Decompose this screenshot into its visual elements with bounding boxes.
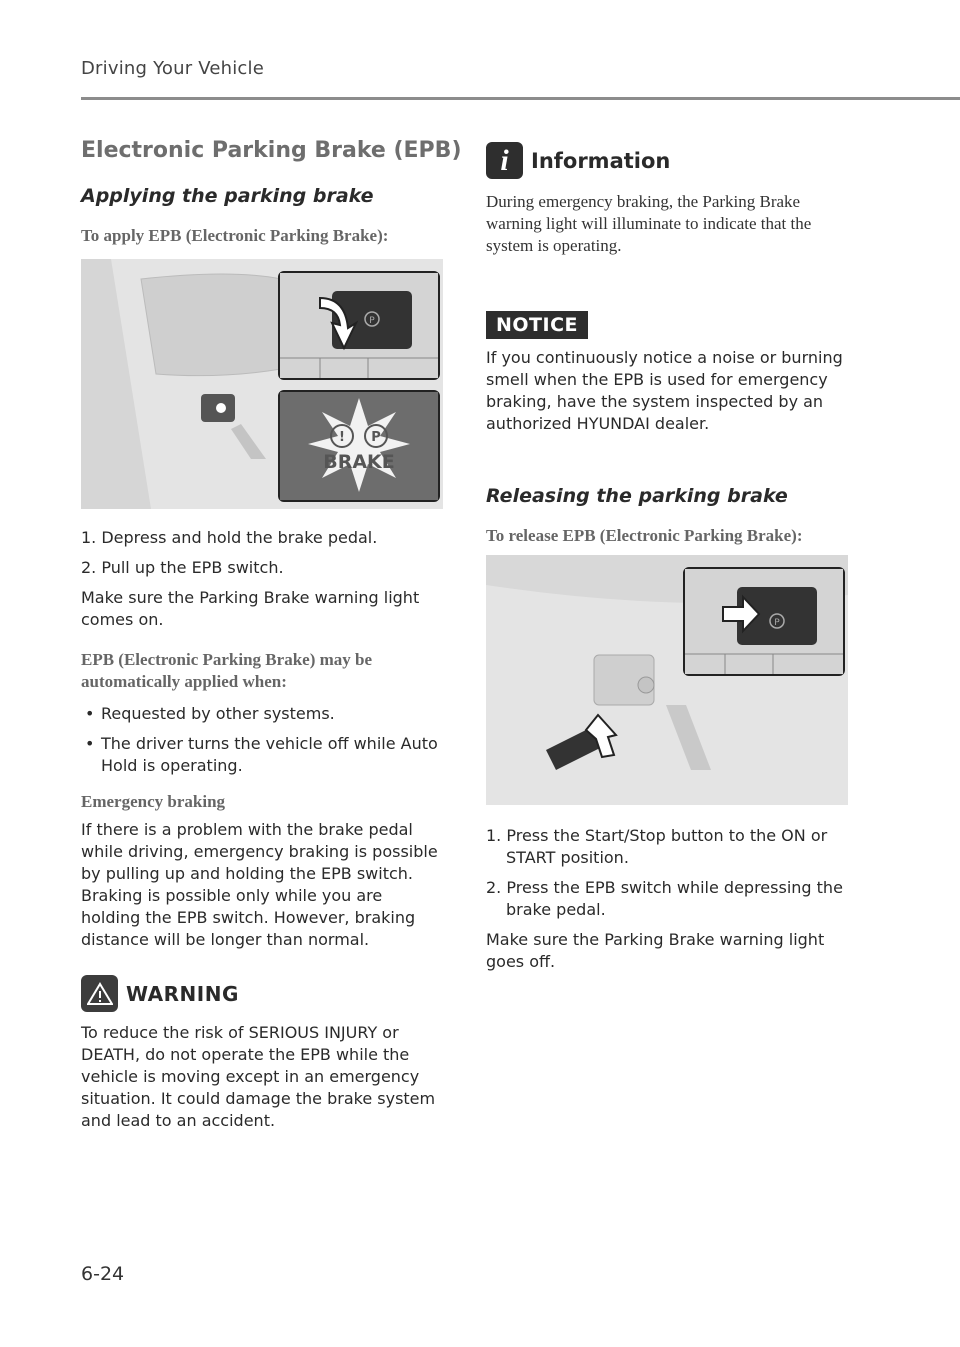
apply-step-2: 2. Pull up the EPB switch.: [81, 558, 284, 577]
release-steps: [486, 825, 851, 921]
information-header: [486, 142, 851, 179]
release-step-1: 1. Press the Start/Stop button to the ON or START position.: [486, 826, 828, 867]
epb-apply-illustration: [81, 259, 443, 509]
auto-apply-heading: EPB (Electronic Parking Brake) may be automatically applied when:: [81, 650, 373, 691]
inset-p-symbol-2: P: [774, 618, 780, 628]
page-number: 6-24: [81, 1263, 125, 1285]
auto-bullet-2: • The driver turns the vehicle off while Auto Hold is operating.: [81, 733, 441, 777]
release-heading: Releasing the parking brake: [486, 485, 788, 507]
emergency-heading: Emergency braking: [81, 792, 226, 811]
header-rule: [81, 97, 960, 100]
apply-steps: [81, 527, 441, 579]
inset-p-symbol: P: [369, 316, 375, 326]
emergency-text: If there is a problem with the brake pedal while driving, emergency braking is possible by pulling up and holding the EPB switch. Braking is possible only while you are holding the EPB switch. However, braking distance will be longer than normal.: [81, 820, 438, 949]
information-text: During emergency braking, the Parking Brake warning light will illuminate to indicate that the system is operating.: [486, 192, 812, 255]
brake-warning-light-icon: [280, 392, 438, 500]
epb-release-illustration: [486, 555, 848, 805]
auto-bullet-1: • Requested by other systems.: [81, 703, 441, 725]
warning-light-inset: [278, 390, 440, 502]
epb-switch-inset: [278, 271, 440, 380]
information-title: Information: [531, 148, 671, 173]
notice-text: If you continuously notice a noise or burning smell when the EPB is used for emergency braking, have the system inspected by an authorized HYUNDAI dealer.: [486, 348, 843, 433]
apply-intro: To apply EPB (Electronic Parking Brake):: [81, 226, 389, 245]
apply-step-1: 1. Depress and hold the brake pedal.: [81, 528, 378, 547]
press-switch-icon: [685, 569, 843, 674]
release-confirm: Make sure the Parking Brake warning light goes off.: [486, 930, 825, 971]
excl-symbol: !: [339, 430, 345, 445]
p-symbol: P: [371, 430, 381, 445]
pull-switch-icon: [280, 273, 438, 378]
information-icon: i: [486, 142, 523, 179]
release-intro: To release EPB (Electronic Parking Brake):: [486, 526, 803, 545]
section-title: Electronic Parking Brake (EPB): [81, 138, 462, 163]
warning-text: To reduce the risk of SERIOUS INJURY or DEATH, do not operate the EPB while the vehicle is moving except in an emergency situation. It could damage the brake system and lead to an accident.: [81, 1023, 436, 1130]
warning-header: [81, 975, 441, 1012]
apply-confirm: Make sure the Parking Brake warning light comes on.: [81, 588, 420, 629]
right-column: [486, 138, 851, 981]
auto-apply-list: [81, 703, 441, 777]
brake-word: BRAKE: [323, 451, 395, 473]
warning-title: WARNING: [126, 981, 239, 1006]
warning-triangle-icon: [81, 975, 118, 1012]
running-header: Driving Your Vehicle: [81, 58, 264, 79]
left-column: [81, 138, 462, 1140]
notice-badge: NOTICE: [486, 311, 588, 339]
epb-press-switch-inset: [683, 567, 845, 676]
release-step-2: 2. Press the EPB switch while depressing the brake pedal.: [486, 878, 843, 919]
apply-heading: Applying the parking brake: [81, 185, 374, 207]
